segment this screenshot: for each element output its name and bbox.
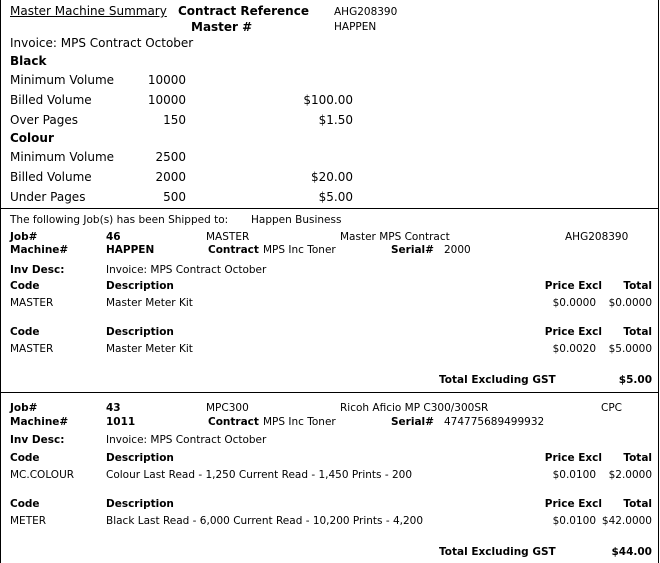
total-header: Total (623, 280, 652, 292)
line-total: $42.0000 (601, 515, 652, 527)
job-model: MASTER (206, 231, 250, 243)
job-model: MPC300 (206, 402, 249, 414)
line-total: $2.0000 (608, 469, 652, 481)
inv-desc-value: Invoice: MPS Contract October (106, 264, 267, 276)
machine-number: HAPPEN (106, 244, 155, 256)
contract-reference-value: AHG208390 (334, 6, 398, 18)
job-number: 43 (106, 402, 121, 414)
line-price: $0.0000 (552, 297, 596, 309)
job-label: Job# (10, 402, 38, 414)
line-code: MC.COLOUR (10, 469, 75, 481)
line-price: $0.0100 (552, 515, 596, 527)
inv-desc-value: Invoice: MPS Contract October (106, 434, 267, 446)
contract-label: Contract (208, 416, 259, 428)
description-header: Description (106, 452, 174, 464)
job-model-description: Ricoh Aficio MP C300/300SR (340, 402, 489, 414)
machine-label: Machine# (10, 416, 69, 428)
shipped-to: Happen Business (251, 214, 342, 226)
colour-min-volume-label: Minimum Volume (10, 150, 115, 164)
description-header: Description (106, 498, 174, 510)
colour-heading: Colour (10, 131, 54, 145)
line-code: MASTER (10, 343, 54, 355)
job-reference: AHG208390 (565, 231, 629, 243)
shipped-text: The following Job(s) has been Shipped to: (10, 214, 229, 226)
colour-billed-volume-label: Billed Volume (10, 170, 92, 184)
contract-value: MPS Inc Toner (263, 244, 336, 256)
master-value: HAPPEN (334, 21, 377, 33)
total-excl-gst-label: Total Excluding GST (439, 546, 556, 558)
total-excl-gst-value: $5.00 (618, 374, 652, 386)
price-excl-header: Price Excl (544, 280, 602, 292)
line-description: Master Meter Kit (106, 343, 193, 355)
serial-value: 474775689499932 (444, 416, 545, 428)
total-excl-gst-label: Total Excluding GST (439, 374, 556, 386)
master-machine-summary-link[interactable]: Master Machine Summary (10, 4, 167, 18)
summary-invoice: Invoice: MPS Contract October (10, 36, 194, 50)
colour-billed-volume-value: 2000 (155, 170, 186, 184)
colour-under-pages-value: 500 (163, 190, 186, 204)
contract-label: Contract (208, 244, 259, 256)
serial-value: 2000 (444, 244, 471, 256)
job-divider (0, 392, 659, 393)
total-excl-gst-value: $44.00 (611, 546, 652, 558)
serial-label: Serial# (391, 416, 434, 428)
colour-min-volume-value: 2500 (155, 150, 186, 164)
black-over-pages-label: Over Pages (10, 113, 78, 127)
total-header: Total (623, 498, 652, 510)
line-price: $0.0100 (552, 469, 596, 481)
total-header: Total (623, 326, 652, 338)
price-excl-header: Price Excl (544, 326, 602, 338)
section-divider (0, 208, 659, 209)
description-header: Description (106, 280, 174, 292)
black-billed-volume-amount: $100.00 (303, 93, 353, 107)
job-model-description: Master MPS Contract (340, 231, 450, 243)
black-min-volume-label: Minimum Volume (10, 73, 115, 87)
line-code: METER (10, 515, 47, 527)
line-price: $0.0020 (552, 343, 596, 355)
master-label: Master # (191, 20, 253, 34)
colour-under-pages-label: Under Pages (10, 190, 86, 204)
machine-label: Machine# (10, 244, 69, 256)
code-header: Code (10, 326, 40, 338)
inv-desc-label: Inv Desc: (10, 264, 65, 276)
contract-value: MPS Inc Toner (263, 416, 336, 428)
inv-desc-label: Inv Desc: (10, 434, 65, 446)
line-code: MASTER (10, 297, 54, 309)
code-header: Code (10, 498, 40, 510)
total-header: Total (623, 452, 652, 464)
black-billed-volume-value: 10000 (147, 93, 186, 107)
line-description: Black Last Read - 6,000 Current Read - 10,200 Prints - 4,200 (106, 515, 424, 527)
serial-label: Serial# (391, 244, 434, 256)
black-min-volume-value: 10000 (147, 73, 186, 87)
machine-number: 1011 (106, 416, 136, 428)
black-heading: Black (10, 54, 47, 68)
job-reference: CPC (601, 402, 622, 414)
line-description: Master Meter Kit (106, 297, 193, 309)
contract-reference-label: Contract Reference (178, 4, 309, 18)
colour-under-pages-amount: $5.00 (318, 190, 353, 204)
line-total: $5.0000 (608, 343, 652, 355)
code-header: Code (10, 280, 40, 292)
job-number: 46 (106, 231, 121, 243)
colour-billed-volume-amount: $20.00 (311, 170, 353, 184)
line-total: $0.0000 (608, 297, 652, 309)
code-header: Code (10, 452, 40, 464)
black-over-pages-value: 150 (163, 113, 186, 127)
line-description: Colour Last Read - 1,250 Current Read - 1,450 Prints - 200 (106, 469, 413, 481)
black-over-pages-amount: $1.50 (318, 113, 353, 127)
black-billed-volume-label: Billed Volume (10, 93, 92, 107)
job-label: Job# (10, 231, 38, 243)
price-excl-header: Price Excl (544, 498, 602, 510)
description-header: Description (106, 326, 174, 338)
price-excl-header: Price Excl (544, 452, 602, 464)
